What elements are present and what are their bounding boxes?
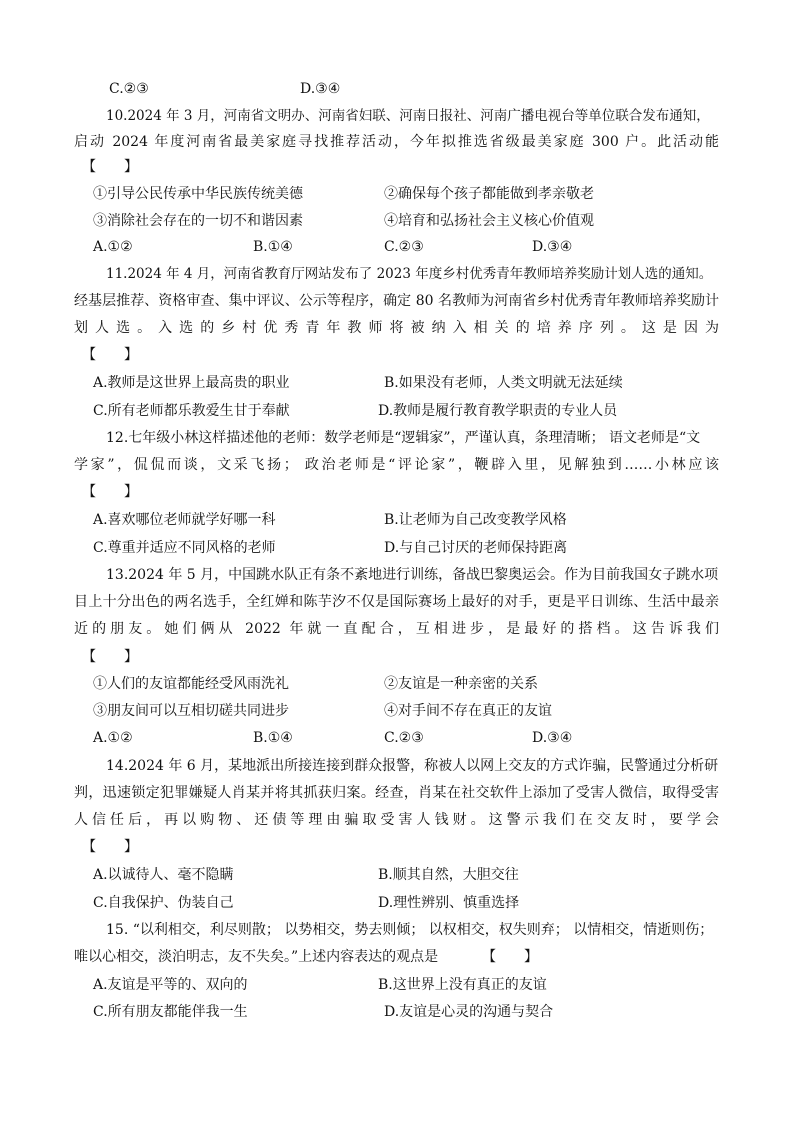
q11-line-3: 划人选。入选的乡村优秀青年教师将被纳入相关的培养序列。这是因为 [74,320,719,336]
q10-statement-4: ④培育和弘扬社会主义核心价值观 [384,213,594,229]
q13-line-2: 目上十分出色的两名选手，全红婵和陈芋汐不仅是国际赛场上最好的对手，更是平日训练、生活中最亲 [74,594,719,610]
q13-option-c: C.②③ [384,730,424,746]
q13-line-1: 13.2024 年 5 月，中国跳水队正有条不紊地进行训练，备战巴黎奥运会。作为目前我国女子跳水项 [106,567,719,583]
q14-option-c: C.自我保护、伪装自己 [93,895,234,911]
q12-option-d: D.与自己讨厌的老师保持距离 [384,540,568,556]
q14-line-3: 人信任后，再以购物、还债等理由骗取受害人钱财。这警示我们在交友时，要学会 [74,812,719,828]
q11-line-2: 经基层推荐、资格审查、集中评议、公示等程序，确定 80 名教师为河南省乡村优秀青年教师培养奖励计 [74,293,719,309]
q10-statement-2: ②确保每个孩子都能做到孝亲敬老 [384,186,594,202]
q15-option-d: D.友谊是心灵的沟通与契合 [384,1004,554,1020]
q15-line-2: 唯以心相交，淡泊明志，友不失矣。”上述内容表达的观点是 [74,949,439,965]
q12-line-2: 学家”，侃侃而谈，文采飞扬； 政治老师是“评论家”，鞭辟入里，见解独到……小林应该 [74,457,719,473]
q13-option-b: B.①④ [253,730,293,746]
q10-statement-3: ③消除社会存在的一切不和谐因素 [93,213,303,229]
q11-option-c: C.所有老师都乐教爱生甘于奉献 [93,403,290,419]
q11-option-a: A.教师是这世界上最高贵的职业 [93,375,290,391]
q12-option-c: C.尊重并适应不同风格的老师 [93,540,276,556]
q10-option-d: D.③④ [532,239,573,255]
q13-statement-2: ②友谊是一种亲密的关系 [384,676,538,692]
q13-statement-1: ①人们的友谊都能经受风雨洗礼 [93,676,289,692]
q12-option-b: B.让老师为自己改变教学风格 [384,512,567,528]
q12-option-a: A.喜欢哪位老师就学好哪一科 [93,512,276,528]
q13-statement-3: ③朋友间可以互相切磋共同进步 [93,703,289,719]
q15-option-b: B.这世界上没有真正的友谊 [378,977,547,993]
q14-option-d: D.理性辨别、慎重选择 [378,895,520,911]
q14-line-1: 14.2024 年 6 月，某地派出所接连接到群众报警，称被人以网上交友的方式诈骗，民警通过分析研 [106,758,719,774]
q12-line-1: 12.七年级小林这样描述他的老师：数学老师是“逻辑家”，严谨认真，条理清晰； 语文老师是“文 [106,430,701,446]
prev-option-d: D.③④ [300,81,341,97]
q13-statement-4: ④对手间不存在真正的友谊 [384,703,552,719]
q14-option-a: A.以诚待人、毫不隐瞒 [93,867,234,883]
q14-option-b: B.顺其自然，大胆交往 [378,867,519,883]
q15-option-c: C.所有朋友都能伴我一生 [93,1004,248,1020]
q10-line-1: 10.2024 年 3 月，河南省文明办、河南省妇联、河南日报社、河南广播电视台等单位联合发布通知， [106,108,710,124]
q10-line-2: 启动 2024 年度河南省最美家庭寻找推荐活动，今年拟推选省级最美家庭 300 户。此活动能 [74,134,719,150]
q10-statement-1: ①引导公民传承中华民族传统美德 [93,186,303,202]
q14-bracket: 【 】 [82,839,138,855]
q13-bracket: 【 】 [82,649,138,665]
q13-option-a: A.①② [93,730,133,746]
q10-option-b: B.①④ [253,239,293,255]
q11-bracket: 【 】 [82,347,138,363]
q10-bracket: 【 】 [82,159,138,175]
prev-option-c: C.②③ [109,81,149,97]
q15-line-1: 15. “以利相交，利尽则散； 以势相交，势去则倾； 以权相交，权失则弃； 以情相交，情逝则伤； [106,922,714,938]
q14-line-2: 判，迅速锁定犯罪嫌疑人肖某并将其抓获归案。经查，肖某在社交软件上添加了受害人微信，取得受害 [74,785,719,801]
q12-bracket: 【 】 [82,484,138,500]
q10-option-c: C.②③ [384,239,424,255]
q11-option-b: B.如果没有老师，人类文明就无法延续 [384,375,623,391]
q15-option-a: A.友谊是平等的、双向的 [93,977,248,993]
q10-option-a: A.①② [93,239,133,255]
q15-bracket: 【 】 [482,949,538,965]
q13-line-3: 近的朋友。她们俩从 2022 年就一直配合，互相进步，是最好的搭档。这告诉我们 [74,621,719,637]
q11-line-1: 11.2024 年 4 月，河南省教育厅网站发布了 2023 年度乡村优秀青年教师培养奖励计划人选的通知。 [106,266,713,282]
q11-option-d: D.教师是履行教育教学职责的专业人员 [378,403,618,419]
q13-option-d: D.③④ [532,730,573,746]
